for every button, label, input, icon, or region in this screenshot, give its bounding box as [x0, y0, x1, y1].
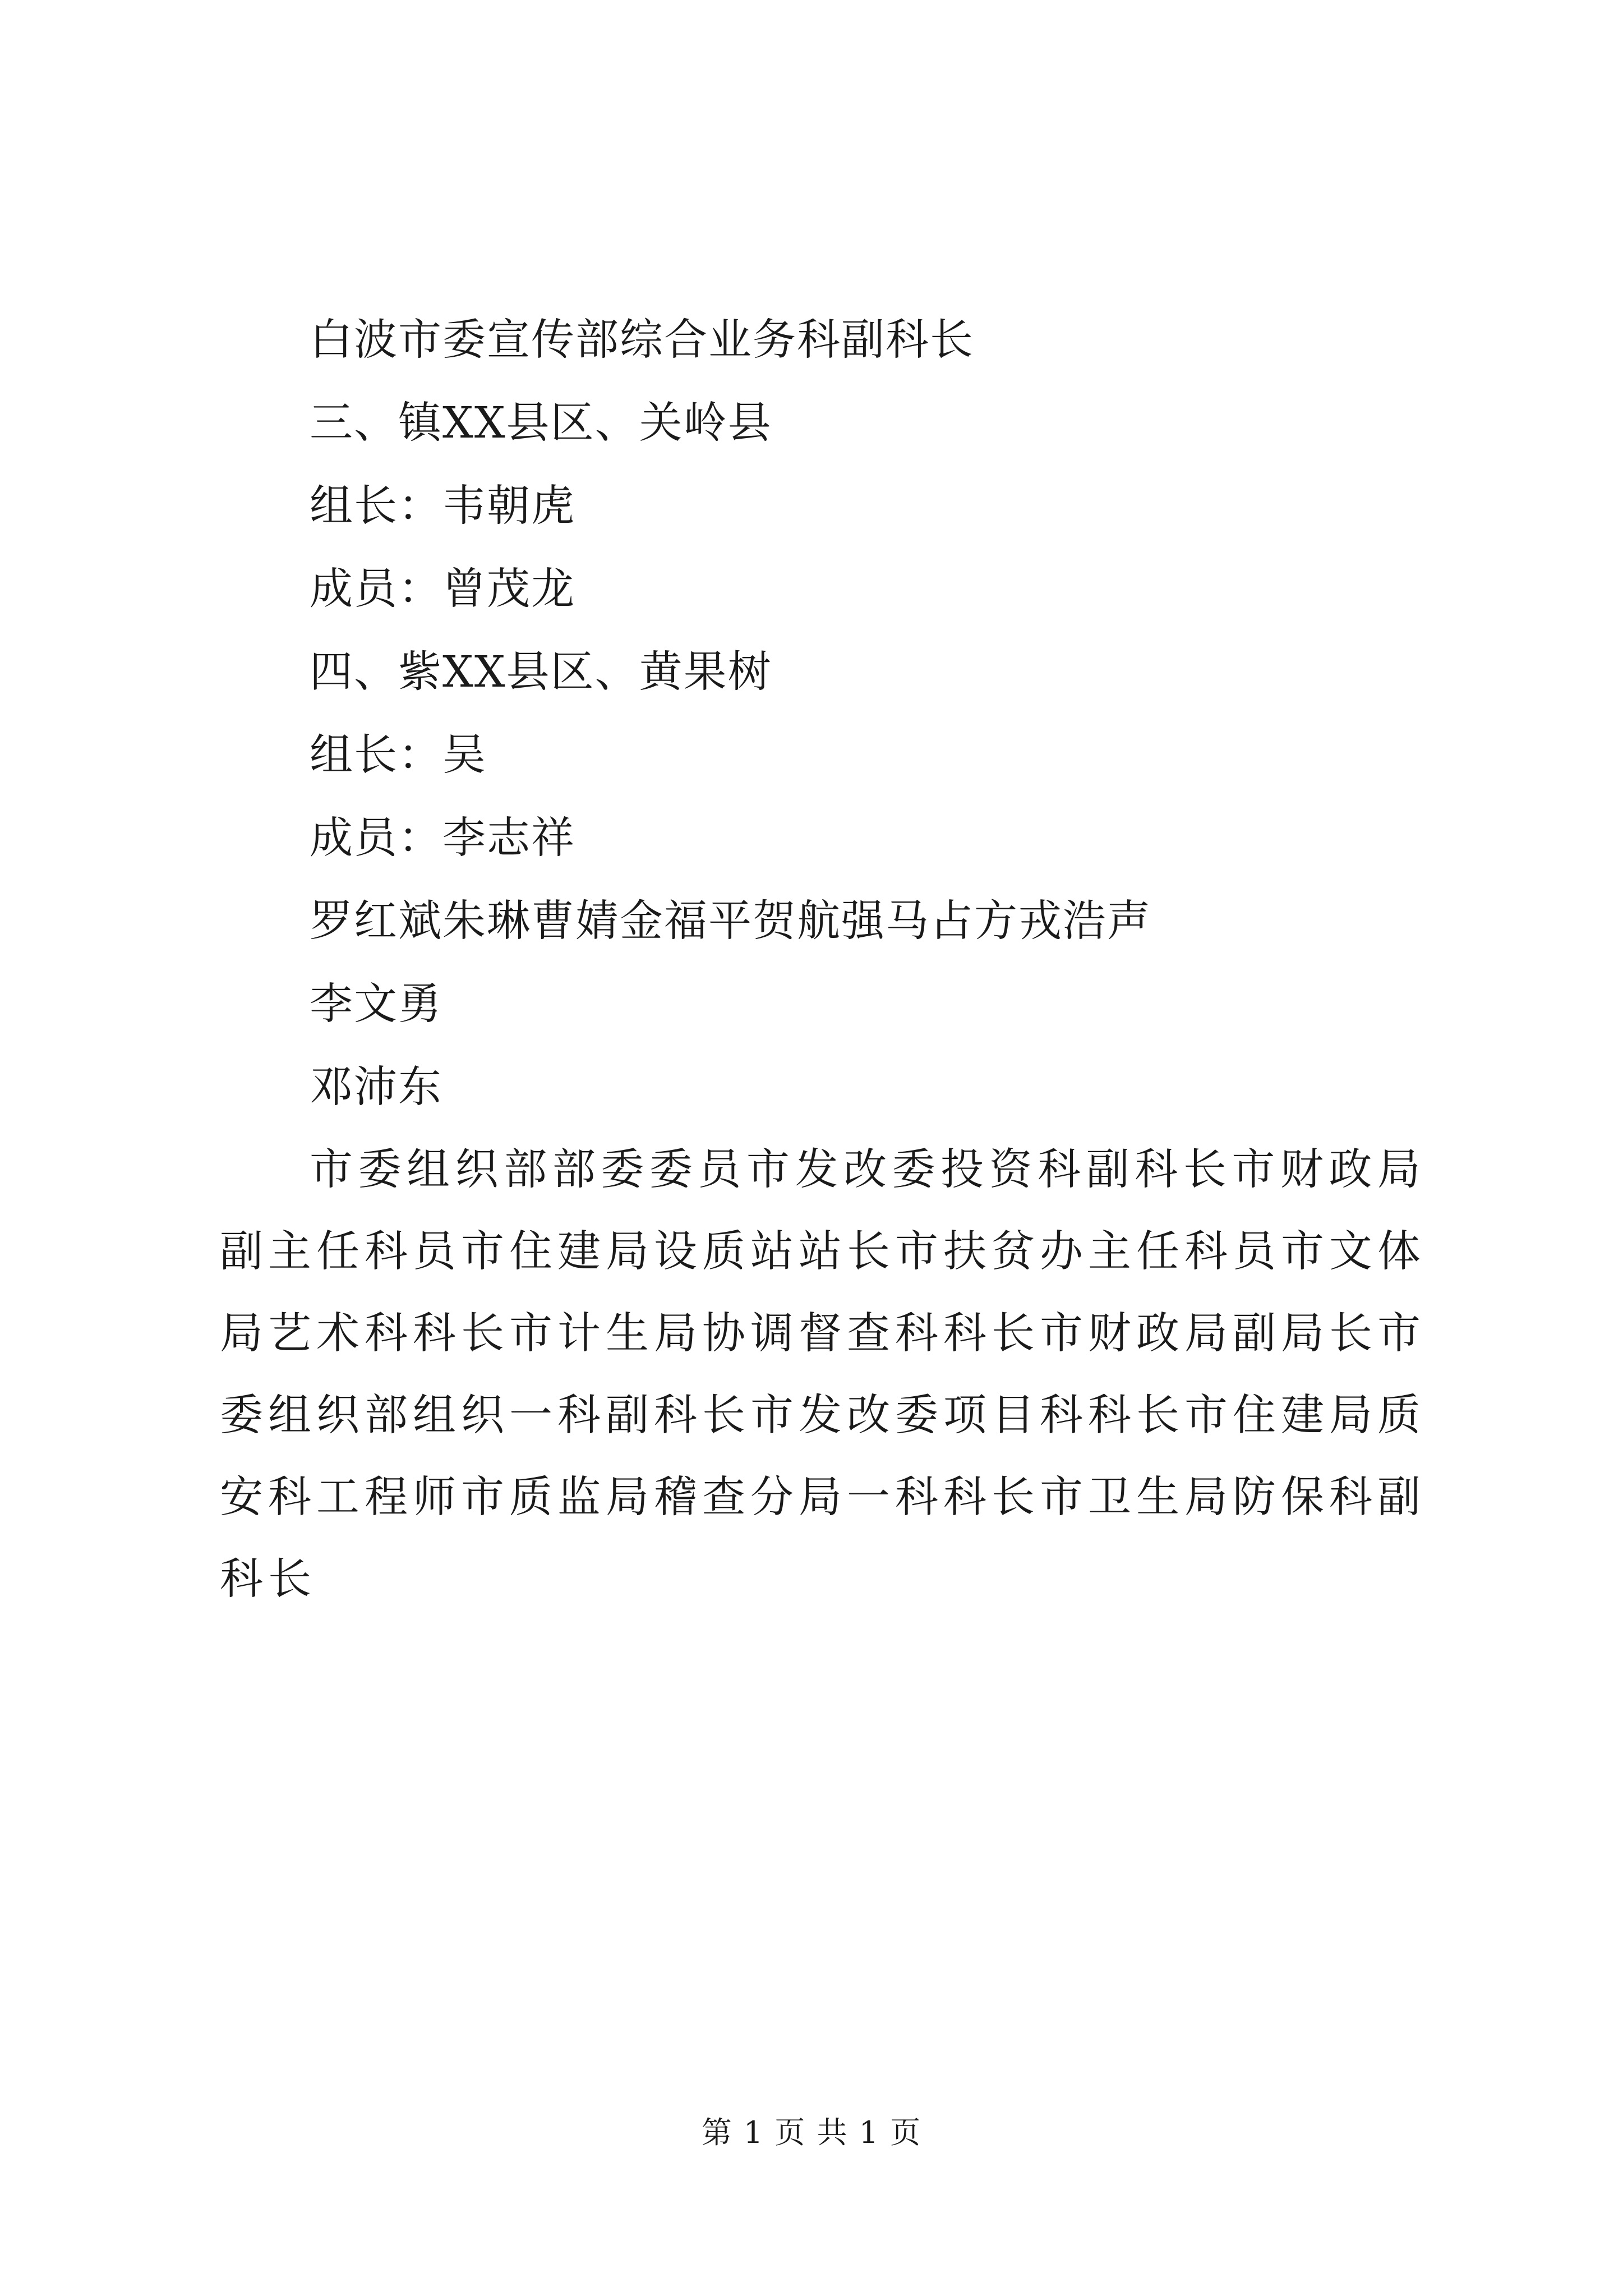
text-line: 白波市委宣传部综合业务科副科长	[310, 315, 974, 365]
text-line: 组长：韦朝虎	[310, 481, 575, 531]
text-line: 成员：曾茂龙	[310, 564, 575, 614]
page-footer: 第 1 页 共 1 页	[701, 2115, 922, 2150]
text-line: 组长：吴	[310, 730, 487, 780]
text-line: 成员：李志祥	[310, 813, 575, 863]
text-line: 邓沛东	[310, 1062, 442, 1112]
body-paragraph: 市委组织部部委委员市发改委投资科副科长市财政局副主任科员市住建局设质站站长市扶贫办主任科员市文体局艺术科科长市计生局协调督查科科长市财政局副局长市委组织部组织一科副科长市发改委项目科科长市住建局质安科工程师市质监局稽查分局一科科长市卫生局防保科副科长	[220, 1145, 1426, 1604]
section-heading: 四、紫XX县区、黄果树	[310, 647, 772, 697]
document-body	[220, 299, 1426, 1621]
text-line: 罗红斌朱琳曹婧金福平贺航强马占方戎浩声	[310, 896, 1151, 946]
section-heading: 三、镇XX县区、关岭县	[310, 398, 772, 448]
text-line: 李文勇	[310, 979, 442, 1029]
